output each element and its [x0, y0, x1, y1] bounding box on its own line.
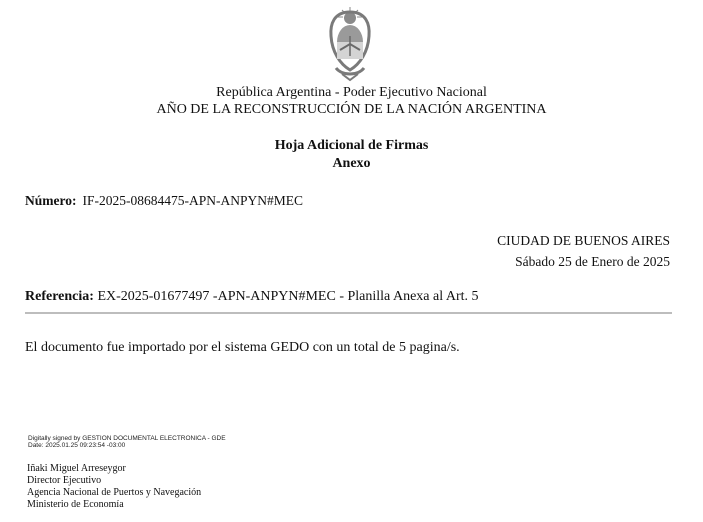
reference-label: Referencia:	[25, 289, 94, 304]
divider	[25, 312, 672, 314]
document-subtitle: Anexo	[332, 156, 371, 171]
signer-position: Director Ejecutivo	[27, 475, 102, 486]
reference-value: EX-2025-01677497 -APN-ANPYN#MEC - Planilla Anexa al Art. 5	[97, 289, 479, 304]
reference	[25, 289, 479, 305]
number-label: Número:	[25, 193, 77, 208]
signature-stamp-line: Digitally signed by GESTION DOCUMENTAL ELECTRONICA - GDE	[28, 435, 226, 442]
document-number	[25, 193, 303, 209]
body-text: El documento fue importado por el sistema GEDO con un total de 5 pagina/s.	[25, 340, 460, 355]
signer-block	[27, 463, 201, 511]
header-line-2: AÑO DE LA RECONSTRUCCIÓN DE LA NACIÓN ARGENTINA	[156, 102, 547, 117]
document-date: Sábado 25 de Enero de 2025	[515, 254, 670, 269]
signer-name: Iñaki Miguel Arreseygor	[27, 463, 126, 474]
signature-date-line: Date: 2025.01.25 09:23:54 -03:00	[28, 442, 126, 449]
city: CIUDAD DE BUENOS AIRES	[497, 233, 670, 248]
digital-signature-stamp	[28, 435, 226, 449]
header-line-1: República Argentina - Poder Ejecutivo Nacional	[216, 85, 487, 100]
number-value: IF-2025-08684475-APN-ANPYN#MEC	[82, 193, 304, 208]
coat-of-arms-icon	[322, 6, 378, 82]
signer-agency: Agencia Nacional de Puertos y Navegación	[27, 487, 202, 498]
document-title: Hoja Adicional de Firmas	[274, 138, 429, 153]
signer-ministry: Ministerio de Economía	[27, 499, 124, 510]
